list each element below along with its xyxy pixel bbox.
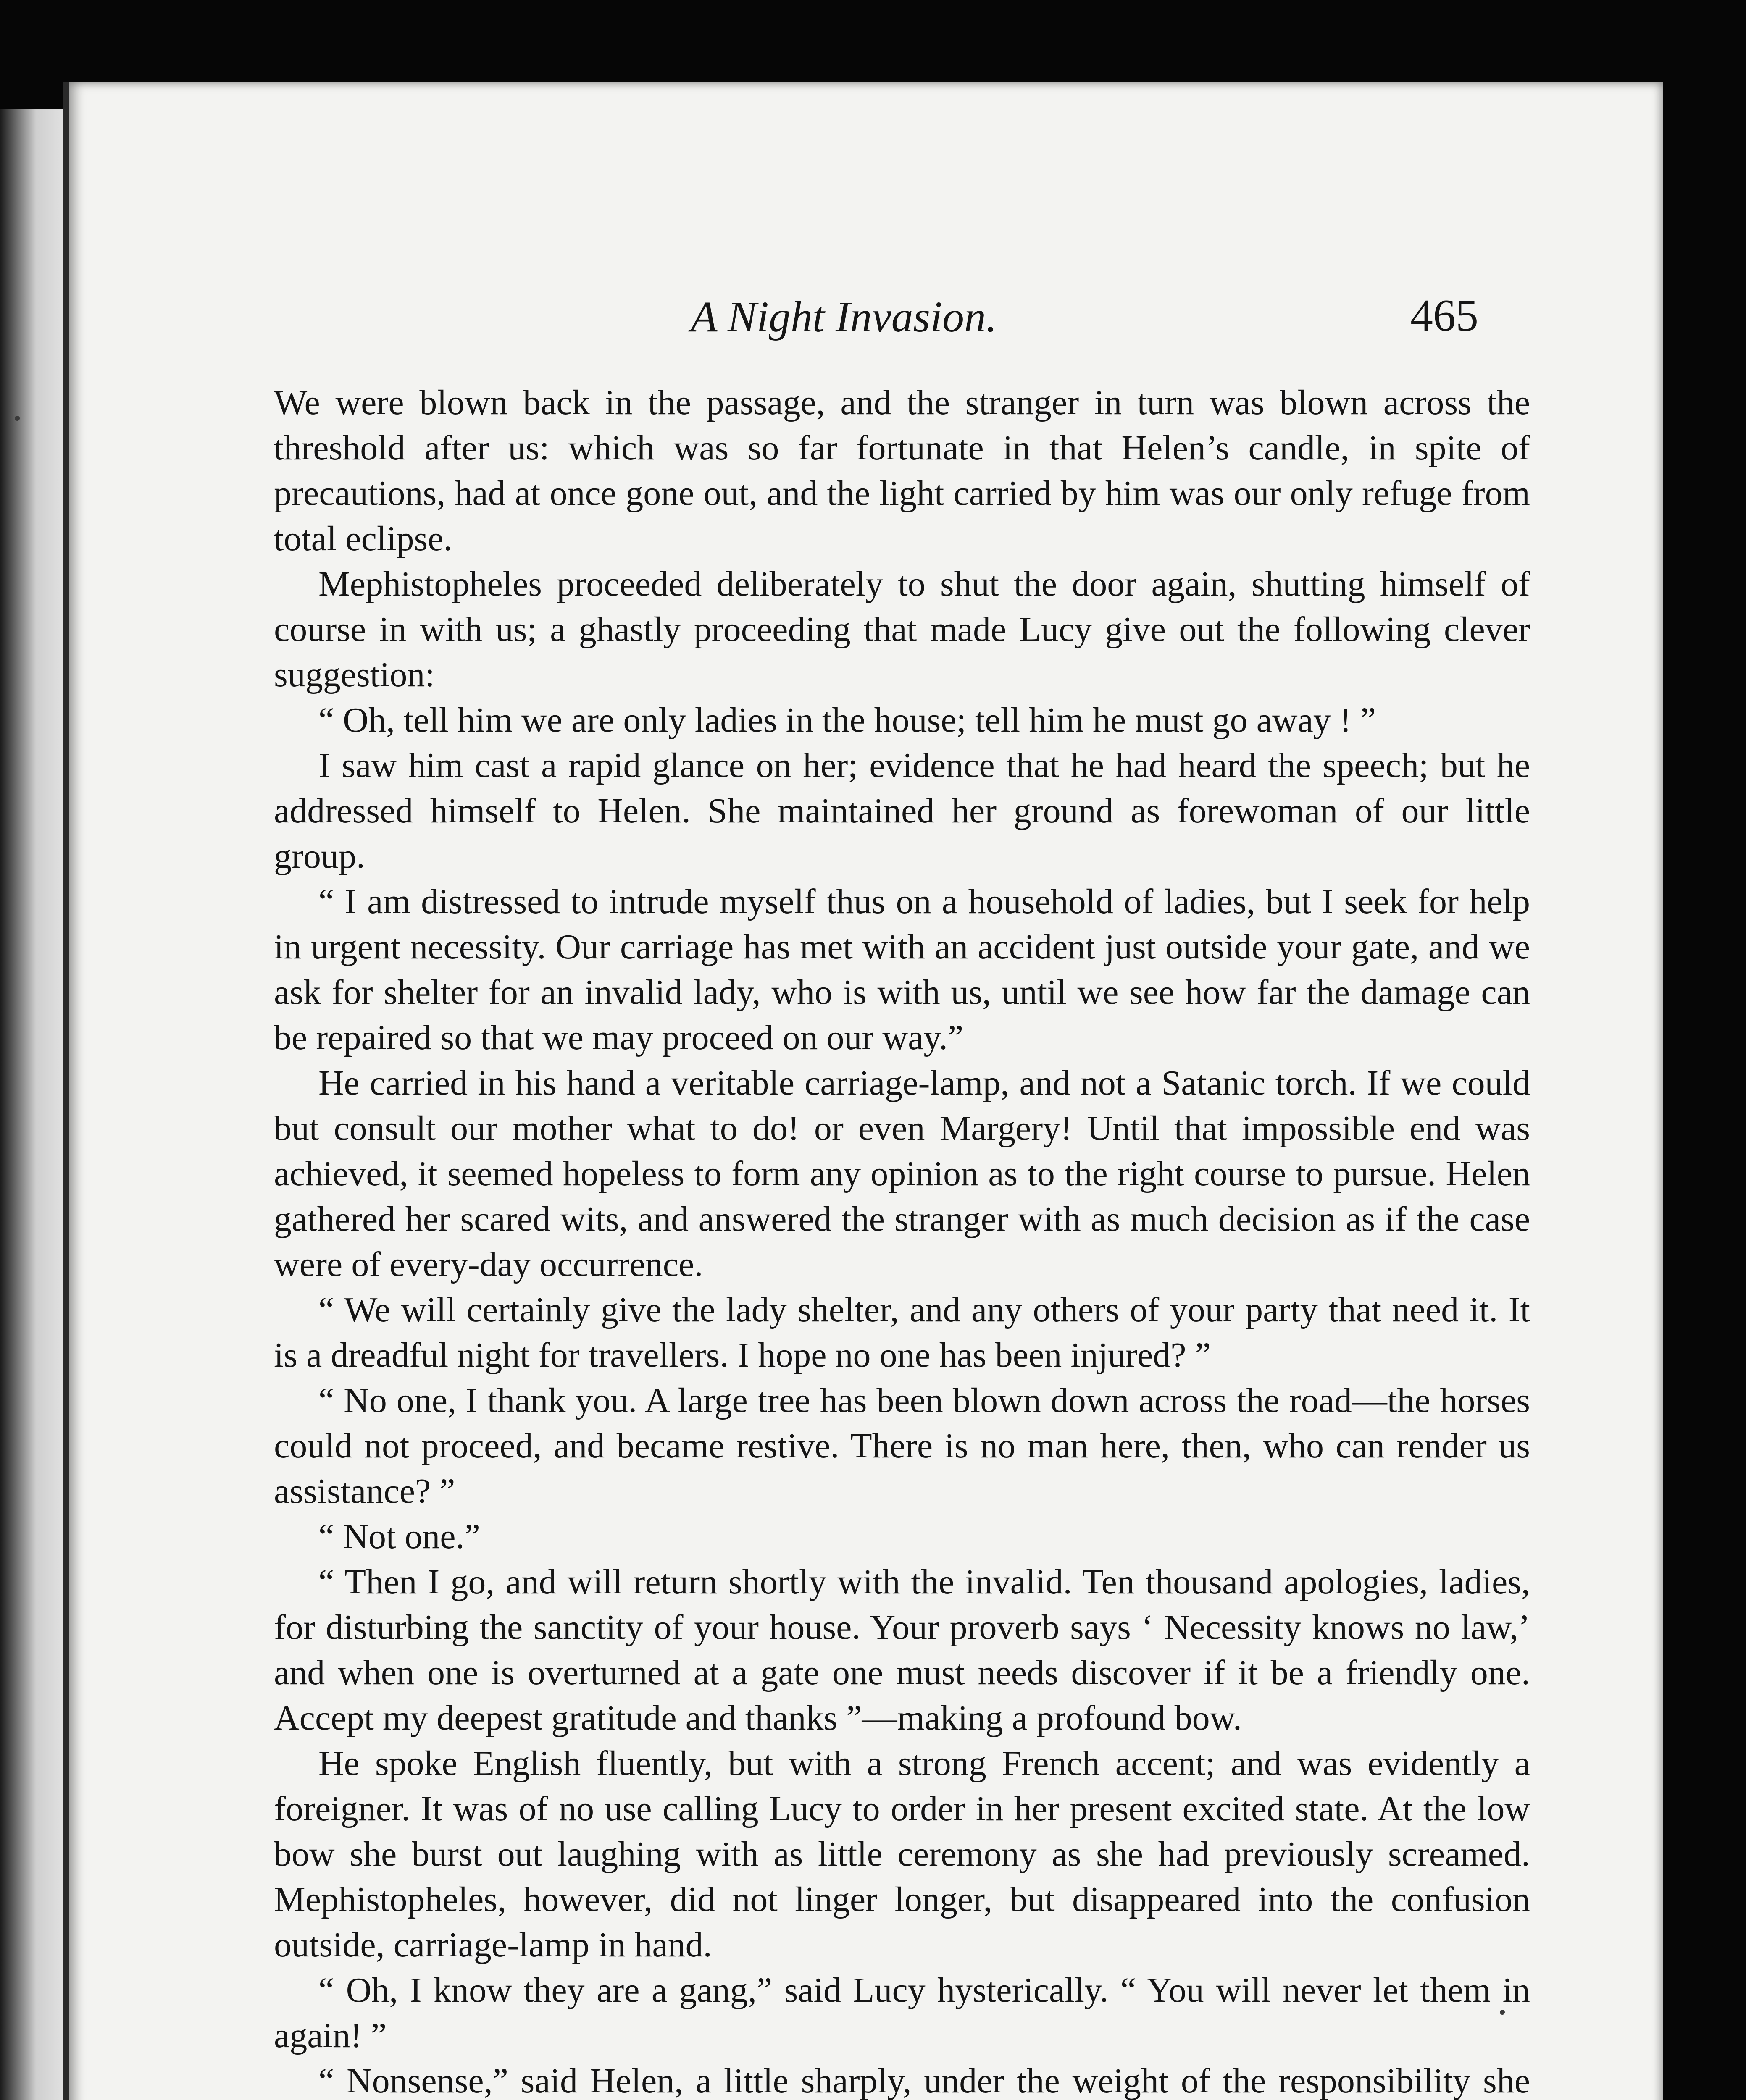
paragraph: We were blown back in the passage, and the stranger in turn was blown across the threshold after us: which was so far fortunate in that Helen’s candle, in spite of precautions, had at once gone out, and the light carried by him was our only refuge from total eclipse. bbox=[274, 383, 1530, 558]
running-head: A Night Invasion. bbox=[691, 293, 997, 341]
paragraph: Mephistopheles proceeded deliberately to shut the door again, shutting himself of course in with us; a ghastly proceeding that made Lucy give out the following clever suggestion: bbox=[274, 564, 1530, 694]
dust-speck bbox=[1500, 2010, 1505, 2015]
paragraph: He carried in his hand a veritable carriage-lamp, and not a Satanic torch. If we could but consult our mother what to do! or even Margery! Until that impossible end was achieved, it seemed hopeless to form any opinion as to the right course to pursue. Helen gathered her scared wits, and answered the stranger with as much decision as if the case were of every-day occurrence. bbox=[274, 1063, 1530, 1284]
paragraph: “ Nonsense,” said Helen, a little sharply, under the weight of the responsibility she bbox=[318, 2061, 1530, 2100]
body-text bbox=[274, 380, 1530, 2100]
paragraph: “ Oh, tell him we are only ladies in the house; tell him he must go away ! ” bbox=[318, 701, 1376, 740]
paragraph: He spoke English fluently, but with a strong French accent; and was evidently a foreigner. It was of no use calling Lucy to order in her present excited state. At the low bow she burst out laughing with as little ceremony as she had previously screamed. Mephistopheles, however, did not linger longer, but disappeared into the confusion outside, carriage-lamp in hand. bbox=[274, 1744, 1530, 1964]
paragraph: “ Then I go, and will return shortly with the invalid. Ten thousand apologies, ladies, for disturbing the sanctity of your house. Your proverb says ‘ Necessity knows no law,’ and when one is overturned at a gate one must needs discover if it be a friendly one. Accept my deepest gratitude and thanks ”—making a profound bow. bbox=[274, 1562, 1530, 1738]
paragraph: I saw him cast a rapid glance on her; evidence that he had heard the speech; but he addressed himself to Helen. She maintained her ground as forewoman of our little group. bbox=[274, 746, 1530, 876]
paragraph: “ Not one.” bbox=[318, 1517, 480, 1556]
paragraph: “ We will certainly give the lady shelter, and any others of your party that need it. It is a dreadful night for travellers. I hope no one has been injured? ” bbox=[274, 1290, 1530, 1375]
paragraph: “ No one, I thank you. A large tree has been blown down across the road—the horses could not proceed, and became restive. There is no man here, then, who can render us assistance? ” bbox=[274, 1381, 1530, 1511]
dust-speck bbox=[15, 416, 20, 421]
book-page bbox=[63, 82, 1663, 2100]
paragraph: “ I am distressed to intrude myself thus on a household of ladies, but I seek for help in urgent necessity. Our carriage has met with an accident just outside your gate, and we ask for shelter for an invalid lady, who is with us, until we see how far the damage can be repaired so that we may proceed on our way.” bbox=[274, 882, 1530, 1057]
paragraph: “ Oh, I know they are a gang,” said Lucy hysterically. “ You will never let them in again! ” bbox=[274, 1971, 1530, 2055]
page-number: 465 bbox=[1410, 291, 1478, 341]
